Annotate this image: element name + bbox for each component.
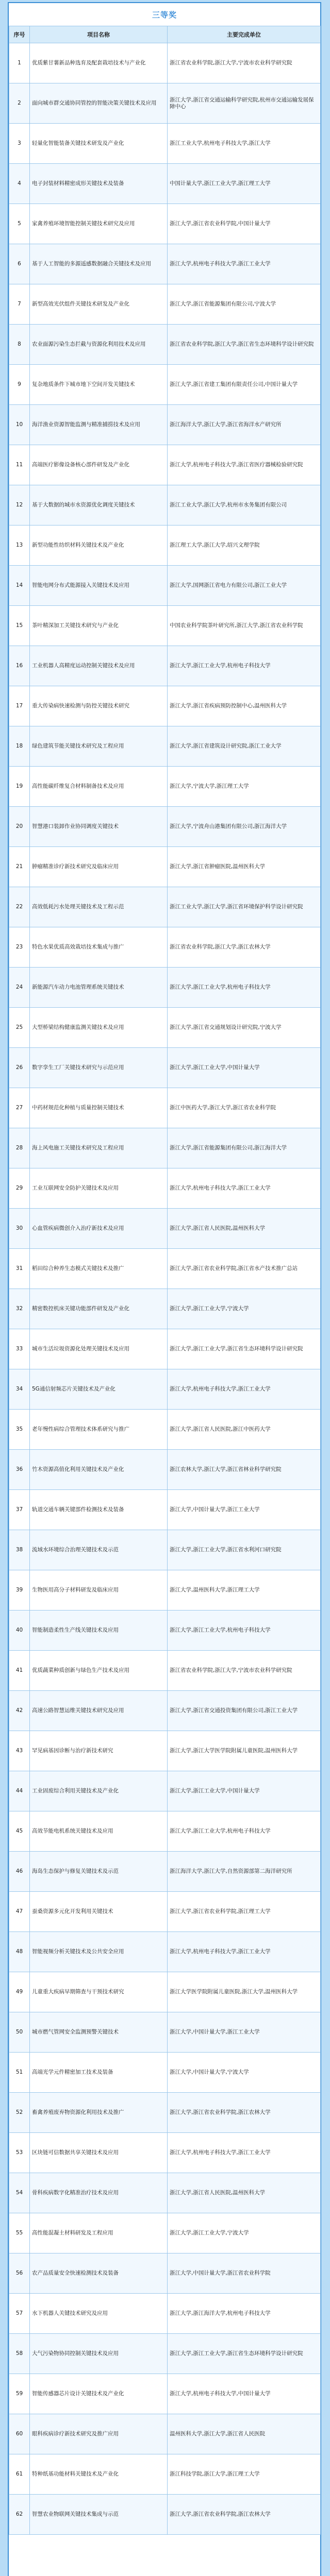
completion-units-cell: 浙江大学,浙江工业大学,中国计量大学 [168, 1048, 321, 1088]
table-row [9, 2374, 321, 2414]
project-name-cell: 稻田综合种养生态模式关键技术及推广 [30, 1249, 168, 1289]
project-name-cell: 新型高效光伏组件关键技术研发及产业化 [30, 284, 168, 325]
project-name-cell: 智能传感器芯片设计关键技术及产业化 [30, 2374, 168, 2414]
project-name-cell: 面向城市群交通协同管控的智能决策关键技术及应用 [30, 83, 168, 124]
serial-number-cell: 58 [9, 2334, 30, 2374]
project-name-cell: 高效低耗污水处理关键技术及工程示范 [30, 887, 168, 927]
serial-number-cell: 32 [9, 1289, 30, 1329]
table-row [9, 405, 321, 445]
project-name-cell: 高端医疗影像设备核心部件研发及产业化 [30, 445, 168, 485]
header-project-name: 项目名称 [30, 26, 168, 43]
table-row [9, 2053, 321, 2093]
project-name-cell: 优质蔬菜种质创新与绿色生产技术及应用 [30, 1651, 168, 1691]
table-row [9, 1450, 321, 1490]
completion-units-cell: 浙江大学,浙江工业大学,浙江省水利河口研究院 [168, 1530, 321, 1570]
serial-number-cell: 38 [9, 1530, 30, 1570]
award-level-title: 三等奖 [152, 10, 177, 20]
project-name-cell: 重大传染病快速检测与防控关键技术研究 [30, 686, 168, 726]
project-name-cell: 基于人工智能的多源遥感数据融合关键技术及应用 [30, 244, 168, 284]
completion-units-cell: 浙江大学,浙江海洋大学,杭州电子科技大学 [168, 2294, 321, 2334]
project-name-cell: 老年慢性病综合管理技术体系研究与推广 [30, 1410, 168, 1450]
project-name-cell: 罕见病基因诊断与治疗新技术研究 [30, 1731, 168, 1771]
serial-number-cell: 54 [9, 2173, 30, 2213]
completion-units-cell: 浙江大学,中国计量大学,宁波大学 [168, 2053, 321, 2093]
serial-number-cell: 41 [9, 1651, 30, 1691]
table-row [9, 1731, 321, 1771]
project-name-cell: 海岛生态保护与修复关键技术及示范 [30, 1852, 168, 1892]
project-name-cell: 蚕桑资源多元化开发利用关键技术 [30, 1892, 168, 1932]
completion-units-cell: 温州医科大学,浙江大学,浙江省人民医院 [168, 2414, 321, 2454]
award-table-frame [8, 2, 321, 2576]
table-row [9, 1329, 321, 1369]
completion-units-cell: 浙江大学,浙江省肿瘤医院,温州医科大学 [168, 847, 321, 887]
completion-units-cell: 浙江大学,杭州电子科技大学,浙江工业大学 [168, 1932, 321, 1972]
project-name-cell: 生物医用高分子材料研发及临床应用 [30, 1570, 168, 1611]
completion-units-cell: 浙江大学,宁波舟山港集团有限公司,浙江海洋大学 [168, 807, 321, 847]
completion-units-cell: 浙江工业大学,浙江大学,杭州市水务集团有限公司 [168, 485, 321, 526]
completion-units-cell: 浙江省农业科学院,浙江大学,浙江省生态环境科学设计研究院 [168, 325, 321, 365]
table-row [9, 325, 321, 365]
serial-number-cell: 52 [9, 2093, 30, 2133]
table-row [9, 2173, 321, 2213]
project-name-cell: 大气污染物协同控制关键技术及应用 [30, 2334, 168, 2374]
project-name-cell: 绿色建筑节能关键技术研究及工程应用 [30, 726, 168, 767]
serial-number-cell: 50 [9, 2012, 30, 2053]
serial-number-cell: 24 [9, 968, 30, 1008]
project-name-cell: 畜禽养殖废弃物资源化利用技术及推广 [30, 2093, 168, 2133]
serial-number-cell: 11 [9, 445, 30, 485]
project-name-cell: 精密数控机床关键功能部件研发及产业化 [30, 1289, 168, 1329]
serial-number-cell: 36 [9, 1450, 30, 1490]
table-row [9, 1611, 321, 1651]
table-row [9, 204, 321, 244]
serial-number-cell: 3 [9, 124, 30, 164]
completion-units-cell: 浙江省农业科学院,浙江大学,宁波市农业科学研究院 [168, 1651, 321, 1691]
table-row [9, 1811, 321, 1852]
project-name-cell: 高端光学元件精密加工技术及装备 [30, 2053, 168, 2093]
serial-number-cell: 21 [9, 847, 30, 887]
table-row [9, 566, 321, 606]
project-name-cell: 农业面源污染生态拦截与资源化利用技术及应用 [30, 325, 168, 365]
completion-units-cell: 浙江大学医学院附属儿童医院,浙江大学,温州医科大学 [168, 1972, 321, 2012]
serial-number-cell: 56 [9, 2253, 30, 2294]
completion-units-cell: 浙江大学,杭州电子科技大学,中国计量大学 [168, 2374, 321, 2414]
serial-number-cell: 44 [9, 1771, 30, 1811]
project-name-cell: 心血管疾病微创介入治疗新技术及应用 [30, 1209, 168, 1249]
table-row [9, 2213, 321, 2253]
serial-number-cell: 2 [9, 83, 30, 124]
serial-number-cell: 39 [9, 1570, 30, 1611]
project-name-cell: 区块链可信数据共享关键技术及应用 [30, 2133, 168, 2173]
serial-number-cell: 10 [9, 405, 30, 445]
serial-number-cell: 6 [9, 244, 30, 284]
table-row [9, 1932, 321, 1972]
table-row [9, 2093, 321, 2133]
completion-units-cell: 浙江大学,浙江省农业科学院,浙江理工大学 [168, 1892, 321, 1932]
completion-units-cell: 浙江工业大学,杭州电子科技大学,浙江大学 [168, 124, 321, 164]
serial-number-cell: 40 [9, 1611, 30, 1651]
serial-number-cell: 51 [9, 2053, 30, 2093]
completion-units-cell: 浙江大学,浙江省农业科学院,浙江省水产技术推广总站 [168, 1249, 321, 1289]
table-row [9, 1771, 321, 1811]
serial-number-cell: 4 [9, 164, 30, 204]
table-row [9, 726, 321, 767]
completion-units-cell: 浙江大学,浙江省疾病预防控制中心,温州医科大学 [168, 686, 321, 726]
table-row [9, 244, 321, 284]
completion-units-cell: 浙江科技学院,浙江大学,浙江理工大学 [168, 2454, 321, 2495]
serial-number-cell: 27 [9, 1088, 30, 1128]
table-row [9, 1691, 321, 1731]
completion-units-cell: 浙江中医药大学,浙江大学,浙江省农业科学院 [168, 1088, 321, 1128]
serial-number-cell: 62 [9, 2495, 30, 2535]
serial-number-cell: 22 [9, 887, 30, 927]
serial-number-cell: 31 [9, 1249, 30, 1289]
serial-number-cell: 45 [9, 1811, 30, 1852]
table-row [9, 1128, 321, 1168]
table-row [9, 1530, 321, 1570]
project-name-cell: 高效节能电机系统关键技术及应用 [30, 1811, 168, 1852]
completion-units-cell: 浙江大学,浙江省交通规划设计研究院,宁波大学 [168, 1008, 321, 1048]
serial-number-cell: 30 [9, 1209, 30, 1249]
award-table [9, 26, 321, 2535]
project-name-cell: 智能电网分布式能源接入关键技术及应用 [30, 566, 168, 606]
table-row [9, 2133, 321, 2173]
completion-units-cell: 浙江大学,浙江省能源集团有限公司,宁波大学 [168, 284, 321, 325]
completion-units-cell: 浙江农林大学,浙江大学,浙江省林业科学研究院 [168, 1450, 321, 1490]
project-name-cell: 高性能混凝土材料研发及工程应用 [30, 2213, 168, 2253]
table-row [9, 807, 321, 847]
completion-units-cell: 浙江大学,浙江省农业科学院,中国计量大学 [168, 204, 321, 244]
project-name-cell: 竹木资源高值化利用关键技术及产业化 [30, 1450, 168, 1490]
project-name-cell: 智慧农业物联网关键技术集成与示范 [30, 2495, 168, 2535]
project-name-cell: 流域水环境综合治理关键技术及示范 [30, 1530, 168, 1570]
project-name-cell: 新能源汽车动力电池管理系统关键技术 [30, 968, 168, 1008]
serial-number-cell: 16 [9, 646, 30, 686]
project-name-cell: 儿童重大疾病早期筛查与干预技术研究 [30, 1972, 168, 2012]
completion-units-cell: 浙江大学,浙江省人民医院,温州医科大学 [168, 1209, 321, 1249]
completion-units-cell: 浙江大学,浙江工业大学,中国计量大学 [168, 1771, 321, 1811]
project-name-cell: 数字孪生工厂关键技术研究与示范应用 [30, 1048, 168, 1088]
completion-units-cell: 浙江大学,国网浙江省电力有限公司,浙江工业大学 [168, 566, 321, 606]
completion-units-cell: 浙江省农业科学院,浙江大学,浙江农林大学 [168, 927, 321, 968]
completion-units-cell: 浙江大学,浙江工业大学,浙江省生态环境科学设计研究院 [168, 2334, 321, 2374]
serial-number-cell: 8 [9, 325, 30, 365]
table-row [9, 1410, 321, 1450]
completion-units-cell: 浙江海洋大学,浙江大学,自然资源部第二海洋研究所 [168, 1852, 321, 1892]
serial-number-cell: 59 [9, 2374, 30, 2414]
project-name-cell: 骨科疾病数字化精准治疗技术及应用 [30, 2173, 168, 2213]
completion-units-cell: 中国农业科学院茶叶研究所,浙江大学,浙江省农业科学院 [168, 606, 321, 646]
project-name-cell: 智能视频分析关键技术及公共安全应用 [30, 1932, 168, 1972]
project-name-cell: 城市生活垃圾资源化处理关键技术及应用 [30, 1329, 168, 1369]
completion-units-cell: 浙江大学,杭州电子科技大学,浙江省医疗器械检验研究院 [168, 445, 321, 485]
table-row [9, 1209, 321, 1249]
project-name-cell: 轨道交通车辆关键部件检测技术及装备 [30, 1490, 168, 1530]
serial-number-cell: 13 [9, 526, 30, 566]
project-name-cell: 复杂地质条件下城市地下空间开发关键技术 [30, 365, 168, 405]
serial-number-cell: 55 [9, 2213, 30, 2253]
completion-units-cell: 浙江省农业科学院,浙江大学,宁波市农业科学研究院 [168, 43, 321, 83]
completion-units-cell: 浙江大学,浙江工业大学,浙江省生态环境科学设计研究院 [168, 1329, 321, 1369]
table-row [9, 887, 321, 927]
table-row [9, 124, 321, 164]
table-row [9, 365, 321, 405]
completion-units-cell: 浙江大学,浙江省人民医院,温州医科大学 [168, 2173, 321, 2213]
project-name-cell: 海上风电施工关键技术研究及工程应用 [30, 1128, 168, 1168]
project-name-cell: 工业机器人高精度运动控制关键技术及应用 [30, 646, 168, 686]
table-row [9, 2334, 321, 2374]
completion-units-cell: 浙江大学,中国计量大学,浙江工业大学 [168, 1490, 321, 1530]
completion-units-cell: 浙江大学,浙江大学医学院附属儿童医院,温州医科大学 [168, 1731, 321, 1771]
serial-number-cell: 35 [9, 1410, 30, 1450]
table-row [9, 43, 321, 83]
project-name-cell: 水下机器人关键技术研究及应用 [30, 2294, 168, 2334]
project-name-cell: 智能制造柔性生产线关键技术及应用 [30, 1611, 168, 1651]
serial-number-cell: 37 [9, 1490, 30, 1530]
serial-number-cell: 20 [9, 807, 30, 847]
completion-units-cell: 浙江大学,浙江工业大学,杭州电子科技大学 [168, 968, 321, 1008]
serial-number-cell: 9 [9, 365, 30, 405]
table-row [9, 1892, 321, 1932]
serial-number-cell: 19 [9, 767, 30, 807]
table-row [9, 2012, 321, 2053]
completion-units-cell: 浙江大学,杭州电子科技大学,浙江工业大学 [168, 1168, 321, 1209]
completion-units-cell: 浙江大学,杭州电子科技大学,浙江工业大学 [168, 2133, 321, 2173]
completion-units-cell: 浙江大学,浙江省人民医院,浙江中医药大学 [168, 1410, 321, 1450]
project-name-cell: 城市燃气管网安全监测预警关键技术 [30, 2012, 168, 2053]
table-row [9, 164, 321, 204]
header-serial-number: 序号 [9, 26, 30, 43]
completion-units-cell: 浙江大学,浙江工业大学,宁波大学 [168, 2213, 321, 2253]
serial-number-cell: 47 [9, 1892, 30, 1932]
table-row [9, 445, 321, 485]
table-row [9, 1048, 321, 1088]
project-name-cell: 茶叶精深加工关键技术研究与产业化 [30, 606, 168, 646]
table-header-row [9, 26, 321, 43]
project-name-cell: 新型功能性纺织材料关键技术及产业化 [30, 526, 168, 566]
table-row [9, 485, 321, 526]
table-row [9, 606, 321, 646]
serial-number-cell: 61 [9, 2454, 30, 2495]
table-row [9, 284, 321, 325]
project-name-cell: 电子封装材料精密成形关键技术及装备 [30, 164, 168, 204]
serial-number-cell: 34 [9, 1369, 30, 1410]
serial-number-cell: 28 [9, 1128, 30, 1168]
table-row [9, 646, 321, 686]
serial-number-cell: 49 [9, 1972, 30, 2012]
serial-number-cell: 43 [9, 1731, 30, 1771]
completion-units-cell: 浙江理工大学,浙江大学,绍兴文理学院 [168, 526, 321, 566]
serial-number-cell: 29 [9, 1168, 30, 1209]
completion-units-cell: 浙江大学,杭州电子科技大学,浙江工业大学 [168, 244, 321, 284]
table-row [9, 1369, 321, 1410]
serial-number-cell: 12 [9, 485, 30, 526]
header-completion-units: 主要完成单位 [168, 26, 321, 43]
table-row [9, 686, 321, 726]
project-name-cell: 眼科疾病诊疗新技术研究及推广应用 [30, 2414, 168, 2454]
completion-units-cell: 浙江大学,浙江省农业科学院,浙江农林大学 [168, 2093, 321, 2133]
project-name-cell: 农产品质量安全快速检测技术及装备 [30, 2253, 168, 2294]
completion-units-cell: 中国计量大学,浙江工业大学,浙江理工大学 [168, 164, 321, 204]
table-row [9, 1570, 321, 1611]
serial-number-cell: 17 [9, 686, 30, 726]
table-row [9, 767, 321, 807]
serial-number-cell: 25 [9, 1008, 30, 1048]
completion-units-cell: 浙江工业大学,浙江大学,浙江省环境保护科学设计研究院 [168, 887, 321, 927]
completion-units-cell: 浙江大学,浙江省建筑设计研究院,浙江工业大学 [168, 726, 321, 767]
table-row [9, 1852, 321, 1892]
table-row [9, 1289, 321, 1329]
table-row [9, 2495, 321, 2535]
table-row [9, 968, 321, 1008]
serial-number-cell: 33 [9, 1329, 30, 1369]
serial-number-cell: 15 [9, 606, 30, 646]
serial-number-cell: 42 [9, 1691, 30, 1731]
project-name-cell: 中药材规范化种植与质量控制关键技术 [30, 1088, 168, 1128]
project-name-cell: 智慧港口装卸作业协同调度关键技术 [30, 807, 168, 847]
completion-units-cell: 浙江大学,宁波大学,浙江理工大学 [168, 767, 321, 807]
table-row [9, 2253, 321, 2294]
table-row [9, 1168, 321, 1209]
completion-units-cell: 浙江大学,温州医科大学,浙江理工大学 [168, 1570, 321, 1611]
table-row [9, 847, 321, 887]
serial-number-cell: 46 [9, 1852, 30, 1892]
serial-number-cell: 60 [9, 2414, 30, 2454]
project-name-cell: 轻量化智能装备关键技术研发及产业化 [30, 124, 168, 164]
completion-units-cell: 浙江大学,中国计量大学,浙江工业大学 [168, 2012, 321, 2053]
project-name-cell: 海洋渔业资源智能监测与精准捕捞技术及应用 [30, 405, 168, 445]
serial-number-cell: 48 [9, 1932, 30, 1972]
serial-number-cell: 7 [9, 284, 30, 325]
project-name-cell: 特色水果优质高效栽培技术集成与推广 [30, 927, 168, 968]
project-name-cell: 大型桥梁结构健康监测关键技术及应用 [30, 1008, 168, 1048]
serial-number-cell: 1 [9, 43, 30, 83]
table-row [9, 1249, 321, 1289]
table-row [9, 526, 321, 566]
table-row [9, 1088, 321, 1128]
project-name-cell: 基于大数据的城市水资源优化调度关键技术 [30, 485, 168, 526]
completion-units-cell: 浙江大学,中国计量大学,浙江省农业科学院 [168, 2253, 321, 2294]
completion-units-cell: 浙江大学,杭州电子科技大学,浙江工业大学 [168, 1369, 321, 1410]
table-row [9, 1490, 321, 1530]
completion-units-cell: 浙江大学,浙江省能源集团有限公司,浙江海洋大学 [168, 1128, 321, 1168]
project-name-cell: 肿瘤精准诊疗新技术研究及临床应用 [30, 847, 168, 887]
serial-number-cell: 23 [9, 927, 30, 968]
completion-units-cell: 浙江大学,浙江省交通运输科学研究院,杭州市交通运输发展保障中心 [168, 83, 321, 124]
table-row [9, 1008, 321, 1048]
serial-number-cell: 26 [9, 1048, 30, 1088]
completion-units-cell: 浙江大学,浙江工业大学,杭州电子科技大学 [168, 1611, 321, 1651]
project-name-cell: 高速公路智慧运维关键技术研究及应用 [30, 1691, 168, 1731]
serial-number-cell: 18 [9, 726, 30, 767]
completion-units-cell: 浙江大学,浙江省农业科学院,浙江农林大学 [168, 2495, 321, 2535]
table-row [9, 83, 321, 124]
project-name-cell: 5G通信射频芯片关键技术及产业化 [30, 1369, 168, 1410]
completion-units-cell: 浙江海洋大学,浙江大学,浙江省海洋水产研究所 [168, 405, 321, 445]
project-name-cell: 工业互联网安全防护关键技术及应用 [30, 1168, 168, 1209]
project-name-cell: 特种纸基功能材料关键技术及产业化 [30, 2454, 168, 2495]
table-row [9, 1651, 321, 1691]
table-row [9, 1972, 321, 2012]
table-row [9, 2414, 321, 2454]
project-name-cell: 工业固废综合利用关键技术及产业化 [30, 1771, 168, 1811]
completion-units-cell: 浙江大学,浙江省交通投资集团有限公司,浙江工业大学 [168, 1691, 321, 1731]
completion-units-cell: 浙江大学,浙江工业大学,杭州电子科技大学 [168, 1811, 321, 1852]
serial-number-cell: 53 [9, 2133, 30, 2173]
serial-number-cell: 5 [9, 204, 30, 244]
project-name-cell: 家禽养殖环境智能控制关键技术研究及应用 [30, 204, 168, 244]
table-row [9, 2454, 321, 2495]
project-name-cell: 优质紫甘薯新品种选育及配套栽培技术与产业化 [30, 43, 168, 83]
completion-units-cell: 浙江大学,浙江工业大学,宁波大学 [168, 1289, 321, 1329]
completion-units-cell: 浙江大学,浙江省建工集团有限责任公司,中国计量大学 [168, 365, 321, 405]
table-row [9, 927, 321, 968]
table-row [9, 2294, 321, 2334]
project-name-cell: 高性能碳纤维复合材料制备技术及应用 [30, 767, 168, 807]
serial-number-cell: 57 [9, 2294, 30, 2334]
completion-units-cell: 浙江大学,浙江工业大学,杭州电子科技大学 [168, 646, 321, 686]
serial-number-cell: 14 [9, 566, 30, 606]
